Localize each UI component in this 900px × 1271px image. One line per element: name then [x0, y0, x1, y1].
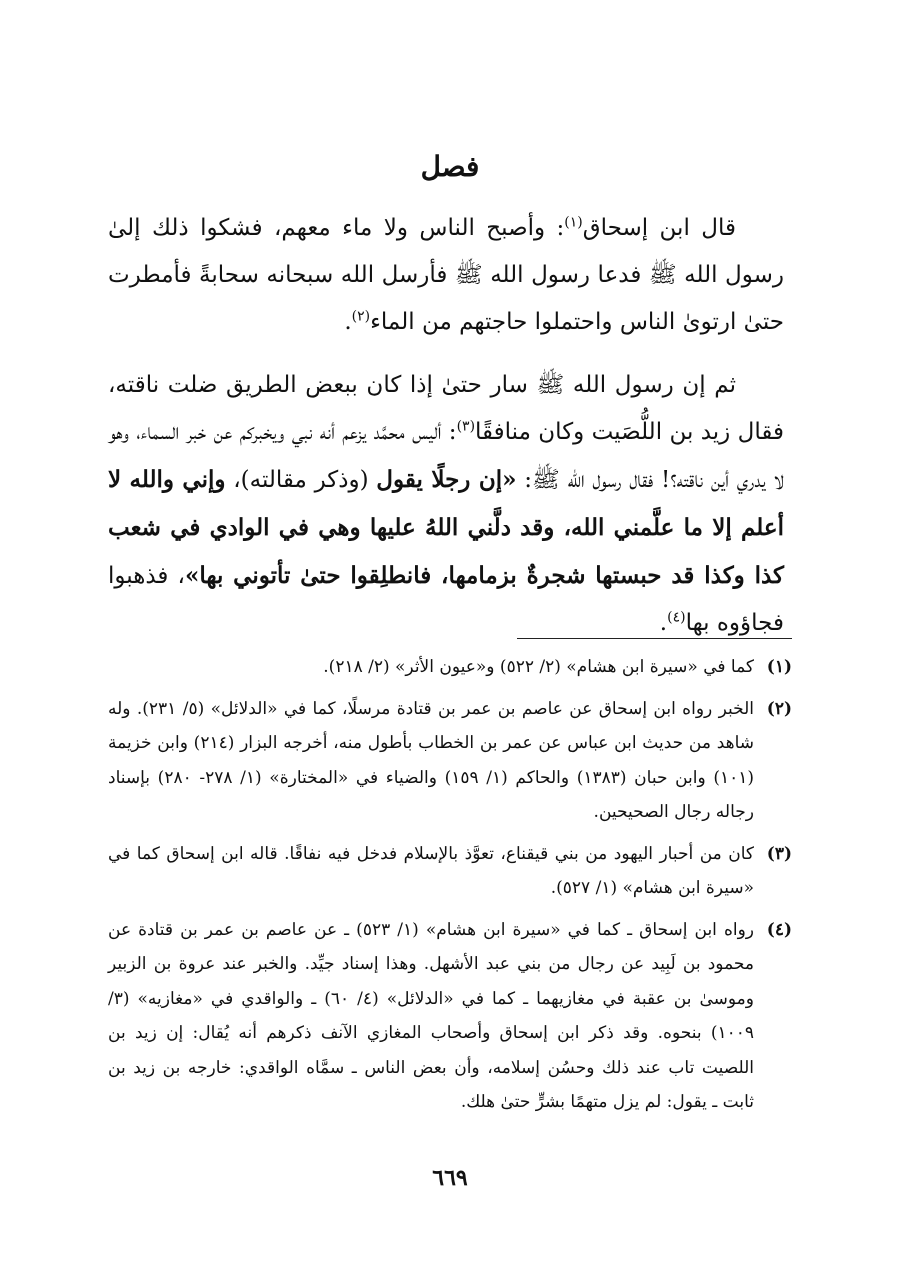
paragraph-2-text-b: : أليس محمَّد يزعم أنه نبي ويخبركم عن خبر السماء، وهو لا يدري أين ناقته؟! فقال رسول الله ﷺ:: [108, 419, 784, 493]
footnote-ref-3: (٣): [456, 418, 476, 435]
footnote-3: [108, 837, 792, 906]
footnote-ref-1: (١): [564, 214, 583, 231]
main-text: [108, 205, 784, 647]
footnote-text: كان من أحبار اليهود من بني قيقناع، تعوَّذ بالإسلام فدخل فيه نفاقًا. قاله ابن إسحاق كما في «سيرة ابن هشام» (١/ ٥٢٧).: [108, 843, 754, 898]
paragraph-1-text-b: : وأصبح الناس ولا ماء معهم، فشكوا ذلك إلىٰ رسول الله ﷺ فدعا رسول الله ﷺ فأرسل الله سبحانه سحابةً فأمطرت حتىٰ ارتوىٰ الناس واحتملوا حاجتهم من الماء: [108, 215, 784, 335]
footnote-number: (١): [766, 657, 792, 677]
section-title: فصل: [420, 150, 480, 183]
footnote-text: الخبر رواه ابن إسحاق عن عاصم بن عمر بن قتادة مرسلًا، كما في «الدلائل» (٥/ ٢٣١). وله شاهد من حديث ابن عباس عن عمر بن الخطاب بأطول منه، أخرجه البزار (٢١٤) وابن خزيمة (١٠١) وابن حبان (١٣٨٣) والحاكم (١/ ١٥٩) والضياء في «المختارة» (١/ ٢٧٨- ٢٨٠) بإسناد رجاله رجال الصحيحين.: [108, 698, 755, 822]
footnote-number: (٢): [766, 698, 792, 719]
footnote-2: [108, 692, 792, 830]
paragraph-2-text-d: ، فذهبوا فجاؤوه بها: [108, 563, 784, 636]
hadith-quote-start: «إن رجلًا يقول: [376, 466, 517, 493]
footnote-text: كما في «سيرة ابن هشام» (٢/ ٥٢٢) و«عيون الأثر» (٢/ ٢١٨).: [323, 657, 754, 677]
footnote-4: [108, 913, 792, 1120]
paragraph-1-text-a: قال ابن إسحاق: [582, 215, 736, 241]
paragraph-1-text-c: .: [344, 309, 352, 335]
page-number: ٦٦٩: [432, 1165, 468, 1191]
footnote-ref-4: (٤): [667, 609, 686, 626]
footnote-separator: [517, 638, 792, 639]
paragraph-2: [108, 362, 784, 647]
paragraph-2-text-c: (وذكر مقالته)،: [225, 467, 377, 493]
footnotes: [108, 650, 792, 1127]
paragraph-2-text-a: ثم إن رسول الله ﷺ سار حتىٰ إذا كان ببعض الطريق ضلت ناقته، فقال زيد بن اللُّصَيت وكان منافقًا: [108, 372, 784, 445]
footnote-1: [108, 650, 792, 685]
footnote-number: (٣): [766, 843, 792, 864]
footnote-number: (٤): [766, 919, 792, 940]
footnote-ref-2: (٢): [351, 308, 371, 325]
hadith-quote: وإني والله لا أعلم إلا ما علَّمني الله، وقد دلَّني اللهُ عليها وهي في الوادي في شعب كذا وكذا قد حبستها شجرةٌ بزمامها، فانطلِقوا حتىٰ تأتوني بها»: [108, 466, 784, 589]
footnote-text: رواه ابن إسحاق ـ كما في «سيرة ابن هشام» (١/ ٥٢٣) ـ عن عاصم بن عمر بن قتادة عن محمود بن لَبِيد عن رجال من بني عبد الأشهل. وهذا إسناد جيِّد. والخبر عند عروة بن الزبير وموسىٰ بن عقبة في مغازيهما ـ كما في «الدلائل» (٤/ ٦٠) ـ والواقدي في «مغازيه» (٣/ ١٠٠٩) بنحوه. وقد ذكر ابن إسحاق وأصحاب المغازي الآنف ذكرهم أنه يُقال: إن زيد بن اللصيت تاب عند ذلك وحسُن إسلامه، وأن بعض الناس ـ سمَّاه الواقدي: خارجه بن زيد بن ثابت ـ يقول: لم يزل متهمًا بشرٍّ حتىٰ هلك.: [108, 919, 754, 1112]
paragraph-2-text-e: .: [659, 610, 668, 636]
paragraph-1: [108, 205, 784, 346]
